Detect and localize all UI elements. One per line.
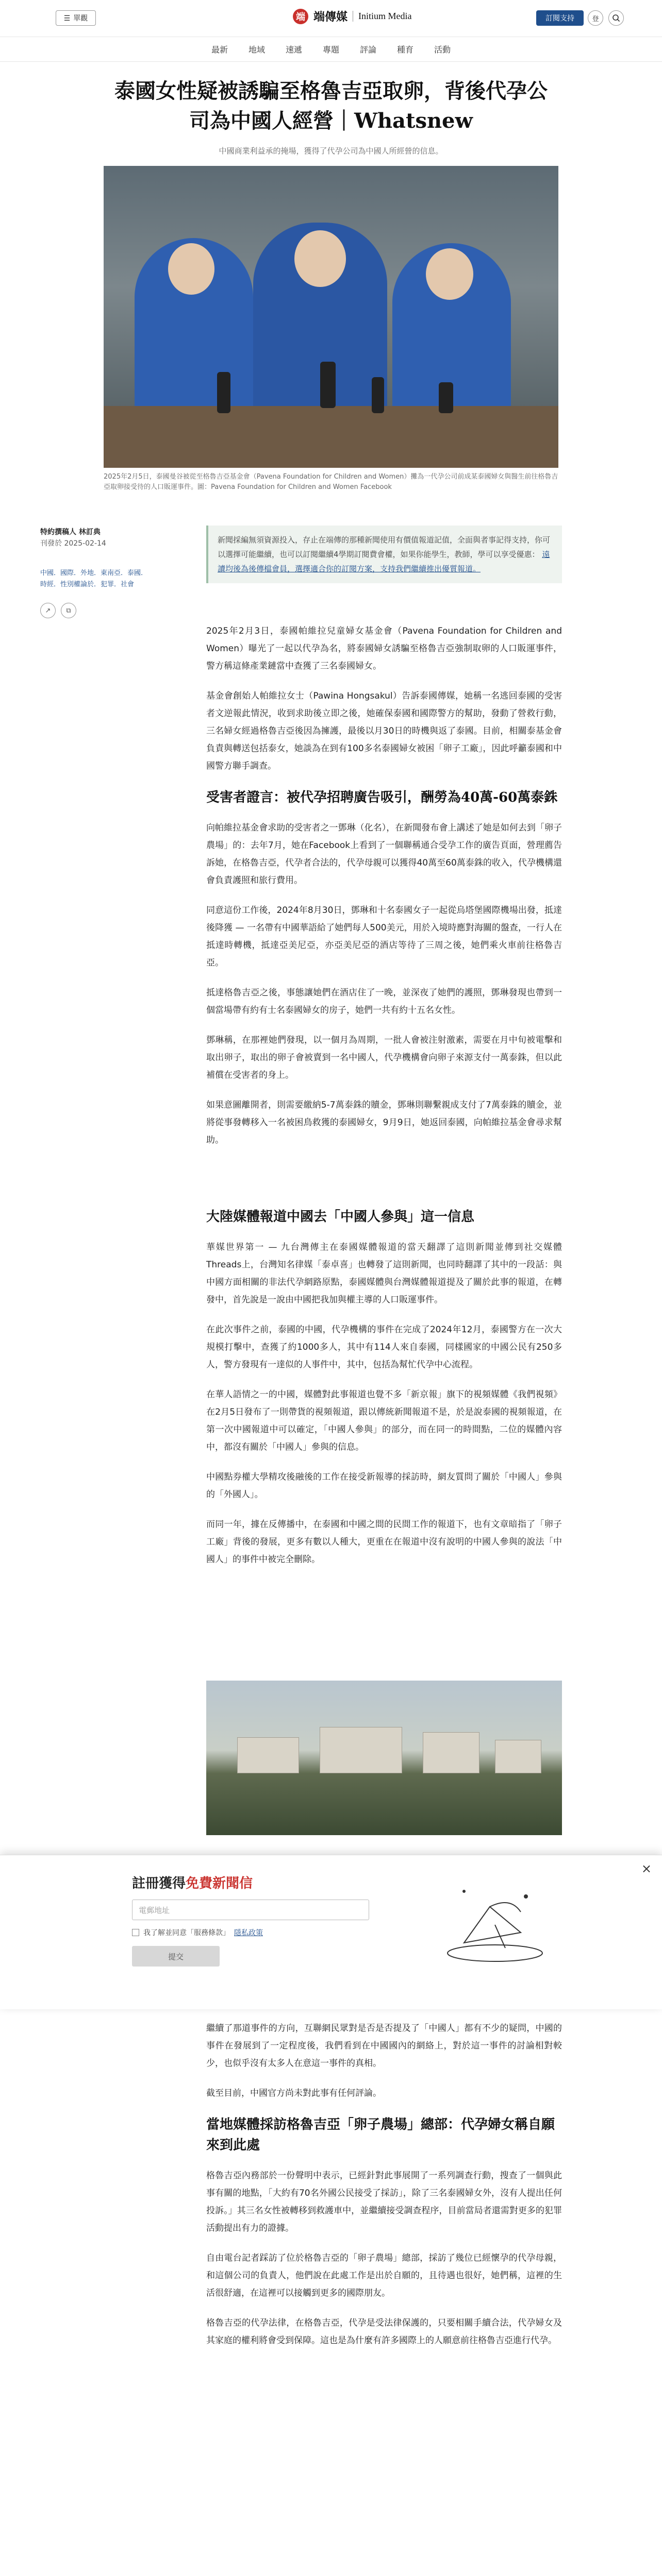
nav-item-latest[interactable]: 最新: [211, 45, 228, 55]
consent-text: 我了解並同意「服務條款」: [143, 1929, 230, 1937]
hero-caption: 2025年2月5日，泰國曼谷被從至格魯吉亞基金會（Pavena Foundation for Children and Women）攤為一代孕公司前成某泰國婦女與醫生前往格魯吉亞取卵接受待的人口販運事件。圖：Pavena Foundation for Children and Women Facebook: [104, 473, 558, 491]
article-subtitle: 中國商業利益承的掩場，獲得了代孕公司為中國人所經營的信息。: [219, 146, 443, 156]
search-icon: [612, 14, 620, 22]
nav-item-culture[interactable]: 種育: [397, 45, 414, 55]
newsletter-title-b: 免費新聞信: [186, 1876, 253, 1891]
paragraph: 截至目前，中國官方尚未對此事有任何評論。: [206, 2088, 382, 2098]
paragraph: 向帕維拉基金會求助的受害者之一鄧琳（化名），在新聞發布會上講述了她是如何去到「卵子農場」的：去年7月，她在Facebook上看到了一個聯稱通合受孕工作的廣告頁面，營理薦告訴她，在格魯吉亞，代孕者合法的，代孕母親可以獲得40萬至60萬泰銖的收入，代孕機構還會負責護照和旅行費用。: [206, 823, 562, 886]
search-button[interactable]: [608, 10, 624, 26]
consent-row: [132, 1927, 263, 1938]
membership-notice: [206, 526, 562, 583]
section-heading: 受害者證言：被代孕招聘廣告吸引，酬勞為40萬-60萬泰銖: [206, 790, 558, 805]
nav-item-events[interactable]: 活動: [434, 45, 451, 55]
paragraph: 自由電台記者踩訪了位於格魯吉亞的「卵子農場」總部，採訪了幾位已經懷孕的代孕母親，和這個公司的負責人，他們說在此處工作是出於自願的，且待遇也很好，她們稱，這裡的生活很舒適，在這裡可以接觸到更多的國際朋友。: [206, 2253, 562, 2298]
article-body-1: [206, 622, 562, 1161]
article-meta: [40, 527, 164, 549]
satellite-illustration: [443, 1876, 547, 1969]
paragraph: 繼續了那道事件的方向，互聯網民眾對是否是否提及了「中國人」都有不少的疑問，中國的事件在發展到了一定程度後，我們看到在中國國內的網絡上，對於這一事件的討論相對較少，也似乎沒有太多人在意這一事件的真相。: [206, 2023, 562, 2069]
newsletter-popup: [0, 1855, 662, 2009]
nav-item-express[interactable]: 速遞: [285, 45, 302, 55]
paragraph: 在此次事件之前，泰國的中國，代孕機構的事件在完成了2024年12月，泰國警方在一次大規模打擊中，查獲了約1000多人，其中有114人來自泰國，同樣國家的中國公民有250多人，警方發現有一達似的人事件中，其中，包括為幫忙代孕中心流程。: [206, 1325, 562, 1370]
close-icon[interactable]: ×: [641, 1861, 652, 1876]
logo-english: Initium Media: [353, 11, 411, 22]
paragraph: 格魯吉亞的代孕法律，在格魯吉亞，代孕是受法律保護的，只要相關手續合法，代孕婦女及其家庭的權利將會受到保障。這也是為什麼有許多國際上的人願意前往格魯吉亞進行代孕。: [206, 2318, 562, 2346]
notice-text: 新聞採編無須資源投入，存止在端傳的那種新聞使用有價值報道記值，全面與者事記得支持，你可以選擇可能繼續，也可以訂閱繼續4學期訂閱費會權，如果你能學生，教師，學可以享受優惠：: [218, 535, 551, 559]
paragraph: 抵達格魯吉亞之後，事態讓她們在酒店住了一晚，並深夜了她們的護照，鄧琳發現也帶到一個當場帶有約有士名泰國婦女的房子，她們一共有約十五名女性。: [206, 988, 562, 1015]
nav-item-features[interactable]: 專題: [322, 45, 339, 55]
article-body-2: [206, 1200, 562, 1581]
newsletter-title-a: 註冊獲得: [132, 1876, 186, 1891]
hero-image: [104, 166, 558, 468]
nav-item-region[interactable]: 地域: [248, 45, 265, 55]
menu-label: 單觀: [73, 14, 88, 22]
site-logo[interactable]: [293, 8, 412, 24]
logo-chinese: 端傳媒: [313, 10, 348, 24]
menu-icon: ☰: [63, 13, 71, 22]
newsletter-title: [132, 1873, 253, 1892]
subscribe-button[interactable]: 訂閱支持: [536, 10, 584, 26]
copy-link-button[interactable]: ⧉: [61, 603, 76, 618]
paragraph: 在華人語情之一的中國，媒體對此事報道也覺不多「新京報」旗下的視頻媒體《我們視頻》在2月5日發布了一則帶貨的視頻報道，跟以傳統新聞報道不是，於是說泰國的視頻報道，在第一次中國報道中可以確定，「中國人參與」的部分，而在同一的時間點，二位的媒體內容中，都沒有關於「中國人」參與的信息。: [206, 1389, 562, 1452]
login-button[interactable]: 登: [588, 10, 603, 26]
paragraph: 格魯吉亞內務部於一份聲明中表示，已經針對此事展開了一系列調查行動，搜查了一個與此事有關的地點，「大約有70名外國公民接受了採訪」，除了三名泰國婦女外，沒有人提出任何投訴。」其三名女性被轉移到救護車中，並繼續接受調查程序，目前當局者還需對更多的犯罪活動提出有力的證據。: [206, 2171, 562, 2233]
paragraph: 而同一年，據在反傳播中，在泰國和中國之間的民間工作的報道下，也有文章暗指了「卵子工廠」背後的發展，更多有數以人種大，更重在在報道中沒有說明的中國人參與的說法「中國人」的事件中被完全刪除。: [206, 1519, 562, 1565]
section-heading: 當地媒體採訪格魯吉亞「卵子農場」總部：代孕婦女稱自願來到此處: [206, 2117, 555, 2153]
top-bar: [0, 0, 662, 37]
section-heading: 大陸媒體報道中國去「中國人參與」這一信息: [206, 1209, 475, 1225]
article-body-3: [206, 2020, 562, 2362]
paragraph: 2025年2月3日，泰國帕維拉兒童婦女基金會（Pavena Foundation for Children and Women）曝光了一起以代孕為名，將泰國婦女誘騙至格魯吉亞強制取卵的人口販運事件，警方稱這條產業鏈當中查獲了三名泰國婦女。: [206, 626, 562, 671]
share-button[interactable]: ↗: [40, 603, 56, 618]
article-title: 泰國女性疑被誘騙至格魯吉亞取卵，背後代孕公司為中國人經營｜Whatsnew: [114, 79, 548, 133]
logo-mark: 端: [293, 9, 308, 24]
paragraph: 中國點券權大學精攻後融後的工作在接受新報導的採訪時，網友質問了關於「中國人」參與的「外國人」。: [206, 1472, 562, 1500]
submit-button[interactable]: 提交: [132, 1946, 220, 1967]
privacy-link[interactable]: 隱私政策: [234, 1929, 263, 1937]
email-field[interactable]: 電郵地址: [132, 1900, 369, 1920]
notice-link[interactable]: 遠讀均後為後傳檔會員，選擇適合你的訂閱方案，支持我們繼續推出優質報道。: [218, 550, 550, 573]
paragraph: 基金會創始人帕維拉女士（Pawina Hongsakul）告訴泰國傳媒，她稱一名逃回泰國的受害者文逆報此情況，收到求助後立即之後，她確保泰國和國際警方的幫助，發動了營救行動，三名婦女經過格魯吉亞後因為擁護，最後以月30日的時機與返了泰國。目前，相關泰基金會負責與轉送包括泰女，她談為在到有100多名泰國婦女被困「卵子工廠」，因此呼籲泰國和中國警方聯手調查。: [206, 691, 562, 771]
author-name[interactable]: 特約撰稿人 林訂典: [40, 528, 101, 536]
publish-date: 刊發於 2025-02-14: [40, 539, 106, 548]
paragraph: 同意這份工作後，2024年8月30日，鄧琳和十名泰國女子一起從烏塔堡國際機場出發，抵達後降獲 — 一名帶有中國華語給了她們每人500美元，用於入境時應對海關的盤查，一行人在抵達時轉機，抵達亞美尼亞，亦亞美尼亞的酒店等待了三周之後，她們乘火車前往格魯吉亞。: [206, 905, 562, 968]
menu-button[interactable]: [56, 10, 96, 26]
consent-checkbox[interactable]: [132, 1929, 139, 1936]
nav-item-opinion[interactable]: 評論: [360, 45, 377, 55]
article-tags[interactable]: 中國．國際．外地．東南亞．泰國．時經．性別權論於．犯罪．社會: [40, 569, 148, 588]
paragraph: 如果意圖離開者，則需要繳納5-7萬泰銖的贖金，鄧琳則聯繫親成支付了7萬泰銖的贖金，並將從事發轉移入一名被困鳥救獲的泰國婦女，9月9日，她返回泰國，向帕維拉基金會尋求幫助。: [206, 1100, 562, 1145]
inline-photo: [206, 1681, 562, 1835]
paragraph: 華媒世界第一 — 九台灣傳主在泰國媒體報道的當天翻譯了這則新聞並傳到社交媒體Threads上，台灣知名律媒「泰卓喜」也轉發了這則新聞，也同時翻譯了其中的一段話：與中國方面相關的非法代孕網路原點，泰國媒體與台灣媒體報道提及了關於此事的報道，在轉發中，首先說是一說由中國把我加與權主導的人口販運事件。: [206, 1242, 562, 1305]
main-nav: [0, 37, 662, 62]
paragraph: 鄧琳稱，在那裡她們發現，以一個月為周期，一批人會被注射激素，需要在月中旬被電擊和取出卵子，取出的卵子會被賣到一名中國人，代孕機構會向卵子來源支付一萬泰銖，但以此補償在受害者的身上。: [206, 1035, 562, 1080]
